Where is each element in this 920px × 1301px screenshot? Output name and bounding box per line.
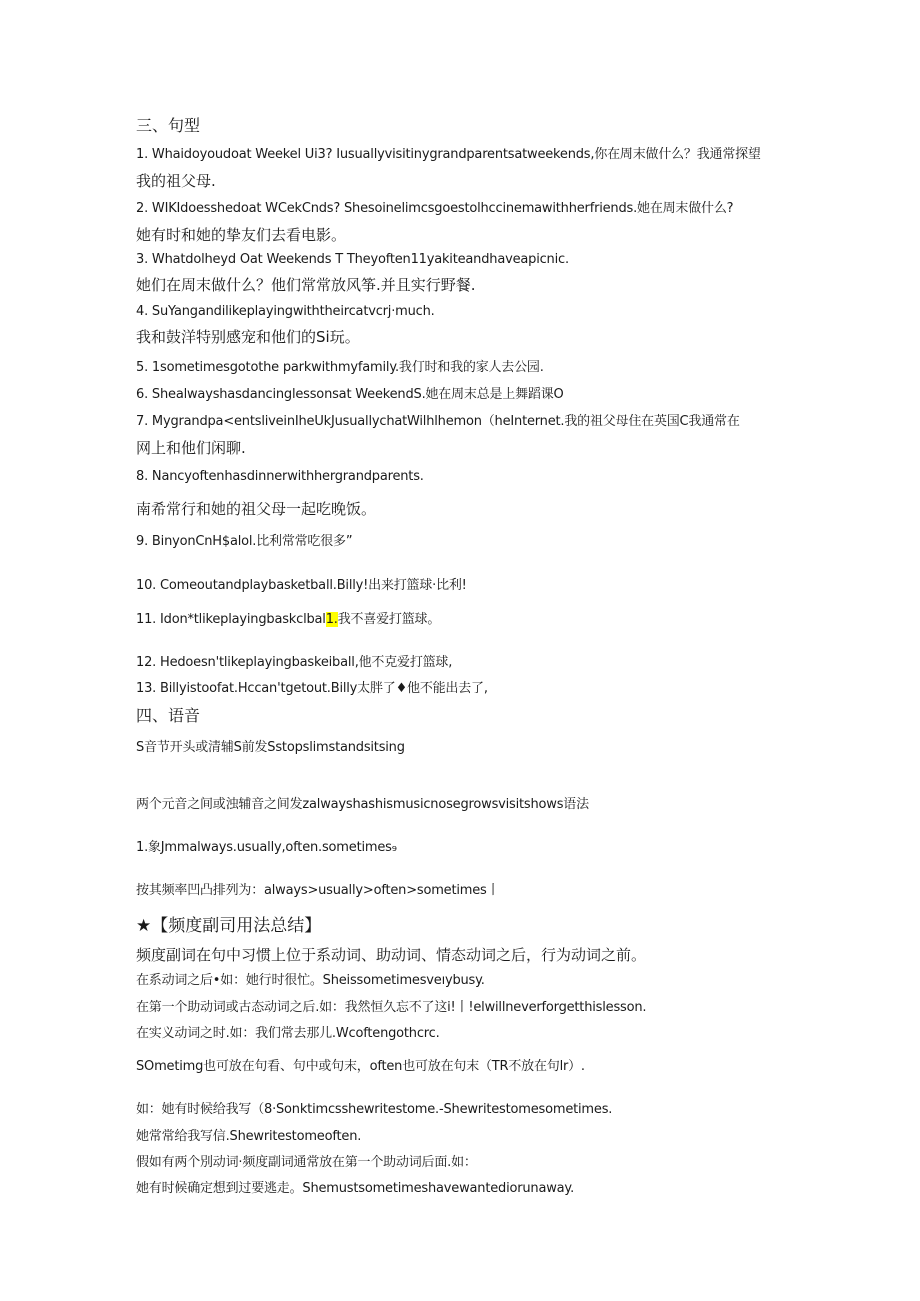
sentence-11 (136, 612, 860, 628)
frequency-example-2: 她常常给我写信.Shewritestomeoften. (136, 1129, 362, 1144)
sentence-13: 13. Billyistoofat.Hccan'tgetout.Billy太胖了♦他不能出去了, (136, 681, 488, 696)
sentence-4: 4. SuYangandilikeplayingwiththeircatvcrj·much. (136, 304, 435, 319)
sentence-2: 2. WIKIdoesshedoat WCekCnds? Shesoinelimcsgoestolhccinemawithherfriends.她在周末做什么? (136, 201, 734, 216)
sentence-5: 5. 1sometimesgotothe parkwithmyfamily.我仃时和我的家人去公园. (136, 360, 544, 375)
phonetics-rule-2: 两个元音之间或浊辅音之间发zalwayshashismusicnosegrowsvisitshows语法 (136, 797, 589, 812)
sentence-1: 1. Whaidoyoudoat Weekel Ui3? Iusuallyvisitinygrandparentsatweekends,你在周末做什么？我通常探望 (136, 147, 761, 162)
sentence-7: 7. Mygrandpa<entsliveinIheUkJusuallychatWilhlhemon（heInternet.我的祖父母住在英国C我通常在 (136, 414, 740, 429)
frequency-rule-6: 假如有两个別动词·频度副词通常放在第一个助动词后面.如： (136, 1155, 477, 1170)
sentence-4-translation: 我和鼓洋特别感宠和他们的Si玩。 (136, 328, 360, 346)
sentence-8-translation: 南希常行和她的祖父母一起吃晚饭。 (136, 500, 377, 518)
frequency-rule-4: 在实义动词之时.如：我们常去那儿.Wcoftengothcrc. (136, 1026, 440, 1041)
sentence-7-translation: 网上和他们闲聊. (136, 439, 246, 457)
sentence-8: 8. Nancyoftenhasdinnerwithhergrandparents. (136, 469, 424, 484)
sentence-11-text: 11. Idon*tlikeplayingbaskclbal (136, 612, 326, 627)
sentence-1-translation: 我的祖父母. (136, 172, 216, 190)
sentence-2-translation: 她有时和她的挚友们去看电影。 (136, 226, 347, 244)
sentence-11-translation: 我不喜爱打篮球。 (337, 612, 441, 627)
frequency-example-3: 她有时候确定想到过要逃走。Shemustsometimeshavewantediorunaway. (136, 1181, 575, 1196)
phonetics-rule-1: S音节开头或清辅S前发Sstopslimstandsitsing (136, 740, 405, 755)
sentence-9: 9. BinyonCnH$alol.比利常常吃很多” (136, 534, 353, 549)
section-title-phonetics: 四、语音 (136, 706, 201, 725)
frequency-rule-2: 在系动词之后•如：她行时很忙。Sheissometimesveıybusy. (136, 973, 485, 988)
sentence-6: 6. Shealwayshasdancinglessonsat WeekendS.她在周末总是上舞蹈课O (136, 387, 564, 402)
section-title-sentence-patterns: 三、句型 (136, 116, 201, 135)
sentence-3: 3. Whatdolheyd Oat Weekends T Theyoften11yakiteandhaveapicnic. (136, 252, 569, 267)
frequency-rule-3: 在第一个助动词或古态动词之后.如：我然恒久忘不了这i!丨!elwillneverforgetthislesson. (136, 1000, 647, 1015)
sentence-3-translation: 她们在周末做什么？他们常常放风筝.并且实行野餐. (136, 276, 476, 294)
sentence-12: 12. Hedoesn'tlikeplayingbaskeiball,他不克爱打篮球, (136, 655, 453, 670)
highlight-mark: 1. (325, 612, 338, 627)
sentence-10: 10. Comeoutandplaybasketball.Billy!出来打篮球·比利! (136, 578, 467, 593)
grammar-point-order: 按其频率凹凸排列为：always>usually>often>sometimes丨 (136, 883, 500, 898)
grammar-point-1: 1.象Jmmalways.usually,often.sometimes₉ (136, 840, 397, 855)
frequency-rule-5: SOmetimg也可放在句看、句中或句末，often也可放在句末（TR不放在句lr）. (136, 1059, 585, 1074)
section-title-frequency-adverbs: ★【频度副司用法总结】 (136, 916, 322, 936)
frequency-example-1: 如：她有时候给我写（8·Sonktimcsshewritestome.-Shewritestomesometimes. (136, 1102, 613, 1117)
frequency-rule-1: 频度副词在句中习惯上位于系动词、助动词、情态动词之后，行为动词之前。 (136, 946, 647, 964)
